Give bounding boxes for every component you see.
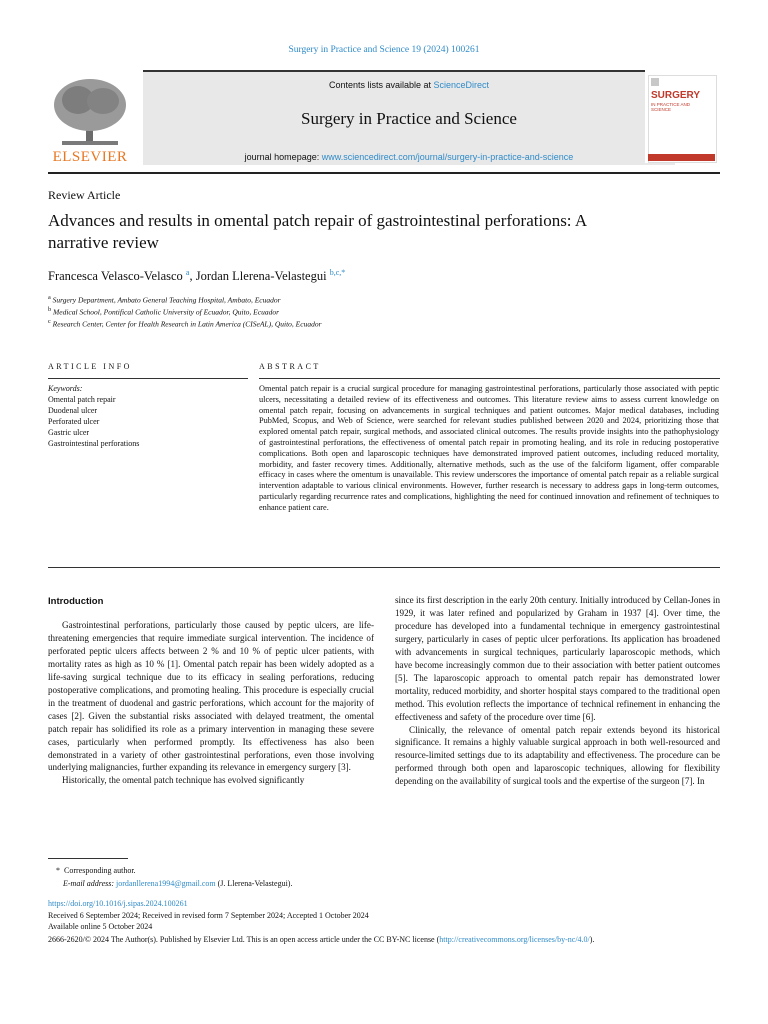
journal-citation[interactable]: Surgery in Practice and Science 19 (2024) 100261: [288, 45, 480, 55]
article-type: Review Article: [48, 188, 121, 202]
article-info-rule: [48, 378, 248, 379]
article-title: Advances and results in omental patch repair of gastrointestinal perforations: A narrative review: [48, 211, 587, 252]
abstract-text: Omental patch repair is a crucial surgical procedure for managing gastrointestinal perforations, particularly those associated with peptic ulcers, necessitating a detailed review of its effectiveness and outcomes. This literature review aims to assess current knowledge on omental patch repair, focusing on advancements in surgical techniques and patient outcomes. Major medical databases, including PubMed, Scopus, and Web of Science, were searched for relevant studies published between 2020 and 2024, prioritizing those that explored omental patch repair, surgical methods, and associated clinical outcomes. The results provide insights into the pathophysiology of gastrointestinal perforations, the effectiveness of omental patch repair in promoting healing, and its role in reducing postoperative complications. Both open and laparoscopic techniques have demonstrated improved patient outcomes, including reduced mortality, morbidity, and faster recovery times. Additionally, alternative methods, such as the use of the falciform ligament, offer comparable efficacy in cases where the omentum is unavailable. This review underscores the importance of omental patch repair as a reliable surgical intervention adaptable to various clinical environments. However, further research is necessary to address gaps in long-term outcomes, particularly regarding recurrence rates and complications, highlighting the need for continued innovation and refinement of techniques to enhance patient care.: [259, 384, 719, 512]
body-column-right: [395, 594, 720, 788]
license-statement: 2666-2620/© 2024 The Author(s). Published by Elsevier Ltd. This is an open access article under the CC BY-NC license (http://creativecommons.org/licenses/by-nc/4.0/).: [48, 935, 595, 944]
corresponding-author-note: * Corresponding author.: [56, 866, 136, 875]
keyword: Duodenal ulcer: [48, 406, 98, 415]
author-affiliation-ref[interactable]: a: [185, 268, 190, 277]
elsevier-logo[interactable]: [48, 75, 132, 163]
footnote-rule: [48, 858, 128, 859]
email-line: [63, 879, 292, 888]
body-paragraph: Gastrointestinal perforations, particularly those caused by peptic ulcers, are life-threatening emergencies that require immediate surgical intervention. The incidence of perforated peptic ulcers affects between 2 % and 10 % of peptic ulcer patients, with mortality rates as high as 10 % [1]. Omental patch repair has been widely adopted as a life-saving surgical technique due to its efficacy in sealing perforations, reducing postoperative complications, and promoting healing. This procedure is especially crucial in the treatment of duodenal and gastric perforations, which account for the majority of cases [2]. Given the substantial risks associated with delayed treatment, the omental patch repair has solidified its role as a primary intervention in managing these severe cases, particularly when performed promptly. Its effectiveness has also been demonstrated in a variety of other gastrointestinal perforations, even those involving underlying malignancies, further expanding its relevance in emergency surgery [3].: [48, 620, 374, 773]
masthead: [48, 70, 720, 163]
cover-band: [648, 154, 715, 161]
cover-logo-icon: [651, 78, 659, 86]
keyword: Gastrointestinal perforations: [48, 439, 140, 448]
doi-link[interactable]: https://doi.org/10.1016/j.sipas.2024.100261: [48, 899, 188, 908]
journal-title: Surgery in Practice and Science: [301, 109, 517, 128]
body-paragraph: Historically, the omental patch technique has evolved significantly: [62, 775, 305, 786]
license-link[interactable]: http://creativecommons.org/licenses/by-nc/4.0/: [439, 935, 590, 944]
abstract-bottom-rule: [48, 567, 720, 568]
email-owner: (J. Llerena-Velastegui).: [215, 879, 293, 888]
keywords-label: Keywords:: [48, 384, 83, 393]
body-paragraph: Clinically, the relevance of omental patch repair extends beyond its historical significance. It remains a highly valuable surgical approach in both well-resourced and resource-limited settings due to its adaptability and effectiveness. The procedure can be performed through both open and laparoscopic techniques, allowing for flexibility depending on the availability of surgical tools and the expertise of the surgeon [7]. In: [395, 724, 720, 787]
body-column-left: [48, 619, 374, 787]
author-name: Francesca Velasco-Velasco: [48, 269, 183, 284]
keyword: Perforated ulcer: [48, 417, 100, 426]
contents-prefix: Contents lists available at: [328, 80, 434, 90]
affiliation: $^b$ Medical School, Pontifical Catholic University of Ecuador, Quito, Ecuador: [48, 306, 280, 317]
affiliation: $^c$ Research Center, Center for Health Research in Latin America (CISeAL), Quito, Ecuador: [48, 318, 322, 329]
abstract-rule: [259, 378, 720, 379]
homepage-prefix: journal homepage:: [244, 152, 322, 162]
email-label: E-mail address:: [63, 879, 117, 888]
section-heading-introduction: Introduction: [48, 596, 104, 607]
sciencedirect-link[interactable]: ScienceDirect: [433, 80, 490, 90]
homepage-link[interactable]: www.sciencedirect.com/journal/surgery-in-practice-and-science: [321, 152, 574, 162]
available-online: Available online 5 October 2024: [48, 922, 153, 931]
keyword: Gastric ulcer: [48, 428, 90, 437]
article-info-heading: ARTICLE INFO: [48, 362, 132, 371]
cover-title: SURGERY: [651, 90, 701, 101]
author-list: [48, 268, 345, 284]
author-separator: ,: [189, 269, 196, 284]
elsevier-wordmark: ELSEVIER: [52, 149, 128, 165]
contents-line: [143, 80, 675, 90]
cover-subtitle: IN PRACTICE AND SCIENCE: [651, 102, 691, 112]
affiliation: $^a$ Surgery Department, Ambato General Teaching Hospital, Ambato, Ecuador: [48, 294, 281, 305]
journal-banner: [143, 70, 675, 165]
author-name: Jordan Llerena-Velastegui: [195, 269, 327, 284]
email-link[interactable]: jordanllerena1994@gmail.com: [116, 879, 216, 888]
journal-homepage: [143, 152, 675, 162]
abstract-heading: ABSTRACT: [259, 362, 321, 371]
keyword: Omental patch repair: [48, 395, 116, 404]
journal-cover[interactable]: [645, 70, 720, 163]
header-divider: [48, 172, 720, 174]
author-affiliation-ref[interactable]: b,c,*: [329, 268, 346, 277]
received-dates: Received 6 September 2024; Received in revised form 7 September 2024; Accepted 1 October 2024: [48, 911, 369, 920]
body-paragraph: since its first description in the early 20th century. Initially introduced by Cellan-Jones in 1929, it was later refined and popularized by Graham in 1937 [4]. Over time, the procedure has developed into a fundamental technique in emergency gastrointestinal surgery, particularly in cases of peptic ulcer perforations. Its application has broadened with advancements in surgical techniques, particularly laparoscopic methods, which have become increasingly common due to their association with better patient outcomes [5]. The laparoscopic approach to omental patch repair has demonstrated lower mortality, reduced morbidity, and shorter hospital stays compared to the traditional open method. This evolution reflects the importance of technical refinement in enhancing the effectiveness and safety of the procedure over time [6].: [395, 595, 720, 722]
